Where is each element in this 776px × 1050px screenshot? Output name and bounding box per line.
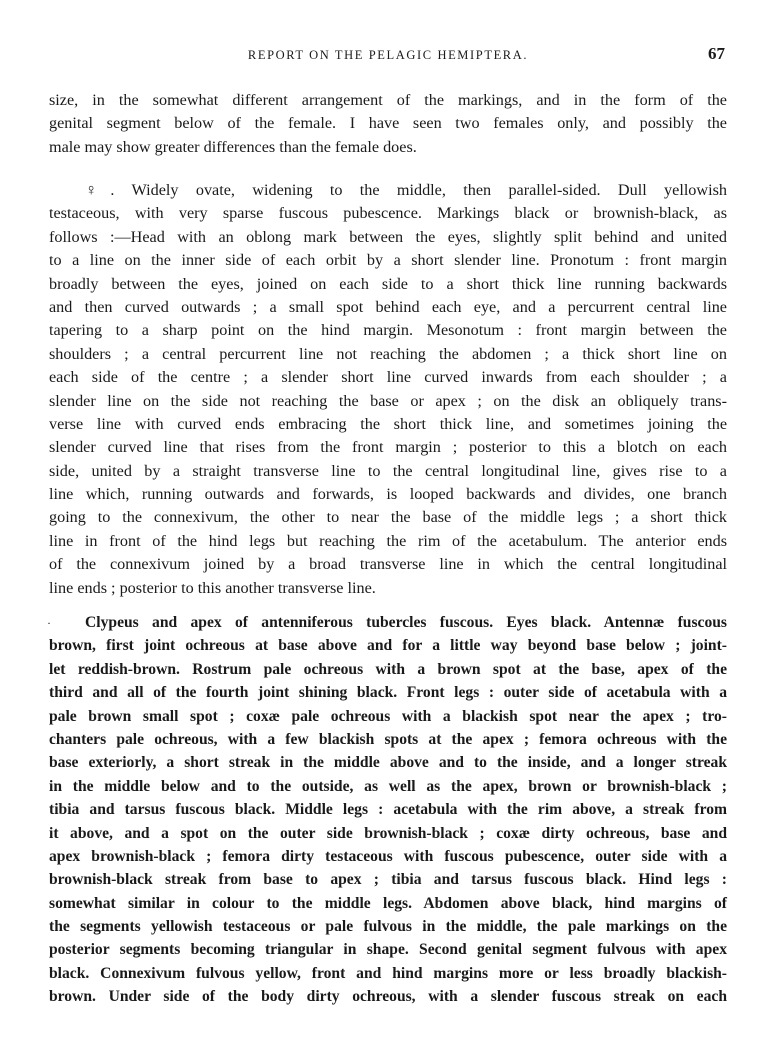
paragraph-colour-details <box>49 611 727 1009</box>
text-line: brown, first joint ochreous at base above and for a little way beyond base below ; joint- <box>49 637 727 655</box>
running-title: REPORT ON THE PELAGIC HEMIPTERA. <box>247 48 529 62</box>
text-line: size, in the somewhat different arrangement of the markings, and in the form of the <box>49 91 727 109</box>
text-line: tapering to a sharp point on the hind margin. Mesonotum : front margin between the <box>49 321 727 340</box>
text-line: the segments yellowish testaceous or pale fulvous in the middle, the pale markings on the <box>49 918 727 936</box>
text-line: base exteriorly, a short streak in the middle above and to the inside, and a longer streak <box>49 754 727 772</box>
text-line: Clypeus and apex of antenniferous tubercles fuscous. Eyes black. Antennæ fuscous <box>85 614 727 631</box>
text-line: genital segment below of the female. I have seen two females only, and possibly the <box>49 114 727 133</box>
text-line: pale brown small spot ; coxæ pale ochreous with a blackish spot near the apex ; tro- <box>49 707 727 725</box>
text-line: of the connexivum joined by a broad transverse line in which the central longitudinal <box>49 555 727 574</box>
text-line: and then curved outwards ; a small spot behind each eye, and a percurrent central line <box>49 297 727 316</box>
text-line: follows :—Head with an oblong mark between the eyes, slightly split behind and united <box>49 227 727 246</box>
text-line: going to the connexivum, the other to near the base of the middle legs ; a short thick <box>49 508 727 527</box>
text-line: tibia and tarsus fuscous black. Middle legs : acetabula with the rim above, a streak from <box>49 801 727 819</box>
text-line: somewhat similar in colour to the middle legs. Abdomen above black, hind margins of <box>49 894 727 912</box>
text-line: black. Connexivum fulvous yellow, front and hind margins more or less broadly blackish- <box>49 964 727 982</box>
paragraph-female-description <box>49 179 727 600</box>
text-line: each side of the centre ; a slender short line curved inwards from each shoulder ; a <box>49 368 727 387</box>
text-line: line ends ; posterior to this another transverse line. <box>49 578 376 597</box>
text-line: slender line on the side not reaching the base or apex ; on the disk an obliquely trans- <box>49 391 727 410</box>
text-line: posterior segments becoming triangular in shape. Second genital segment fulvous with apex <box>49 941 727 959</box>
text-line: shoulders ; a central percurrent line not reaching the abdomen ; a thick short line on <box>49 344 727 363</box>
paragraph-continuation <box>49 89 727 159</box>
text-line: male may show greater differences than the female does. <box>49 137 417 156</box>
text-line: third and all of the fourth joint shining black. Front legs : outer side of acetabula with a <box>49 684 727 702</box>
text-line: it above, and a spot on the outer side brownish-black ; coxæ dirty ochreous, base and <box>49 824 727 842</box>
margin-mark: · <box>47 616 51 630</box>
text-line: line in front of the hind legs but reaching the rim of the acetabulum. The anterior ends <box>49 531 727 550</box>
text-line: brownish-black streak from base to apex ; tibia and tarsus fuscous black. Hind legs : <box>49 871 727 889</box>
page-number: 67 <box>708 44 725 63</box>
text-line: apex brownish-black ; femora dirty testaceous with fuscous pubescence, outer side with a <box>49 847 727 865</box>
text-line: ♀. Widely ovate, widening to the middle, then parallel-sided. Dull yellowish <box>85 181 727 199</box>
text-line: in the middle below and to the outside, as well as the apex, brown or brownish-black ; <box>49 777 727 795</box>
text-line: slender curved line that rises from the front margin ; posterior to this a blotch on each <box>49 438 727 457</box>
page <box>49 0 727 1050</box>
text-line: testaceous, with very sparse fuscous pubescence. Markings black or brownish-black, as <box>49 204 727 223</box>
page-header <box>49 41 727 65</box>
text-line: brown. Under side of the body dirty ochreous, with a slender fuscous streak on each <box>49 988 727 1006</box>
text-line: verse line with curved ends embracing the short thick line, and sometimes joining the <box>49 414 727 433</box>
text-line: line which, running outwards and forwards, is looped backwards and divides, one branch <box>49 485 727 504</box>
text-line: to a line on the inner side of each orbit by a short slender line. Pronotum : front margin <box>49 251 727 270</box>
text-line: let reddish-brown. Rostrum pale ochreous with a brown spot at the base, apex of the <box>49 660 727 678</box>
text-line: chanters pale ochreous, with a few blackish spots at the apex ; femora ochreous with the <box>49 730 727 748</box>
text-line: side, united by a straight transverse line to the central longitudinal line, gives rise to a <box>49 461 727 480</box>
text-line: broadly between the eyes, joined on each side to a short thick line running backwards <box>49 274 727 293</box>
